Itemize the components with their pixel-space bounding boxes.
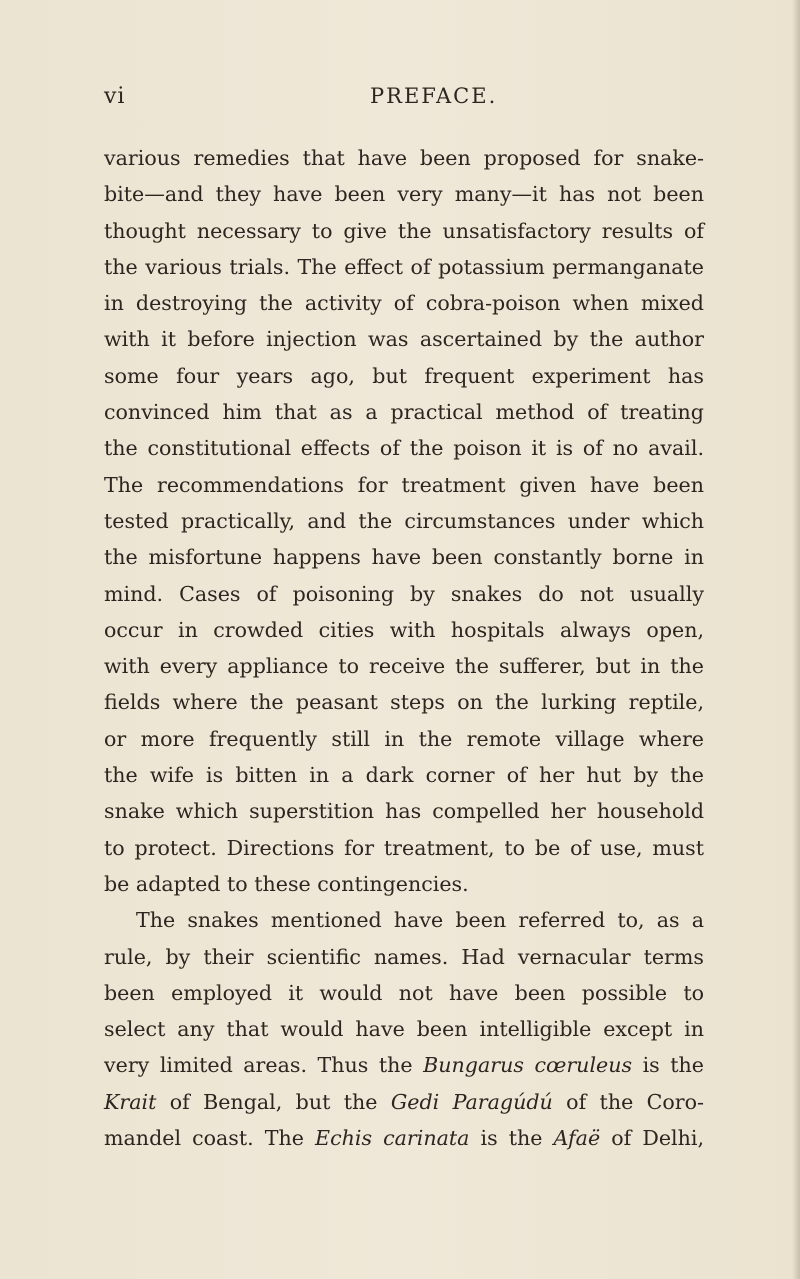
text-run: of the Coro-: [552, 1089, 704, 1114]
page-header: [104, 84, 704, 114]
page-edge-shadow: [792, 0, 800, 1279]
text-run: is the: [632, 1053, 704, 1078]
text-line: be adapted to these contingencies.: [104, 871, 469, 896]
text-line: The snakes mentioned have been referred to, as a: [136, 908, 704, 933]
text-line: bite—and they have been very many—it has not been: [104, 182, 704, 207]
text-line: The recommendations for treatment given have been: [104, 472, 704, 497]
italic-vernacular-name: Afaë: [553, 1126, 601, 1151]
text-line: with it before injection was ascertained by the author: [104, 327, 704, 352]
text-line-with-italics: [104, 1120, 704, 1156]
text-line: occur in crowded cities with hospitals always open,: [104, 617, 704, 642]
text-run: is the: [469, 1126, 554, 1151]
text-run: of Bengal, but the: [156, 1089, 391, 1114]
text-line: the constitutional effects of the poison it is of no avail.: [104, 436, 704, 461]
text-run: very limited areas. Thus the: [104, 1053, 424, 1078]
text-line: some four years ago, but frequent experiment has: [104, 363, 704, 388]
text-line: the misfortune happens have been constantly borne in: [104, 545, 704, 570]
italic-species-name: Echis carinata: [315, 1126, 470, 1151]
italic-vernacular-name: Krait: [104, 1089, 157, 1114]
text-line: with every appliance to receive the sufferer, but in the: [104, 654, 704, 679]
text-line-with-italics: [104, 1084, 704, 1120]
text-line: select any that would have been intelligible except in: [104, 1017, 704, 1042]
body-text: [104, 140, 704, 1156]
text-line: fields where the peasant steps on the lurking reptile,: [104, 690, 704, 715]
running-head: PREFACE.: [370, 84, 498, 108]
text-line: been employed it would not have been possible to: [104, 980, 704, 1005]
text-line: convinced him that as a practical method of treating: [104, 400, 704, 425]
italic-vernacular-name: Gedi Paragúdú: [390, 1089, 553, 1114]
page-number: vi: [104, 84, 126, 109]
text-line: the various trials. The effect of potassium permanganate: [104, 254, 704, 279]
text-line: thought necessary to give the unsatisfactory results of: [104, 218, 704, 243]
text-line: to protect. Directions for treatment, to be of use, must: [104, 835, 704, 860]
text-line-with-italics: [104, 1047, 704, 1083]
text-line: or more frequently still in the remote village where: [104, 726, 704, 751]
text-line: tested practically, and the circumstances under which: [104, 508, 704, 533]
text-line: rule, by their scientific names. Had vernacular terms: [104, 944, 704, 969]
text-line: the wife is bitten in a dark corner of her hut by the: [104, 763, 704, 788]
text-line: in destroying the activity of cobra-poison when mixed: [104, 291, 704, 316]
text-run: of Delhi,: [600, 1126, 705, 1151]
italic-species-name: Bungarus cœruleus: [423, 1053, 633, 1078]
text-line: various remedies that have been proposed for snake-: [104, 146, 704, 170]
text-line: mind. Cases of poisoning by snakes do not usually: [104, 581, 704, 606]
text-run: mandel coast. The: [104, 1126, 316, 1151]
text-line: snake which superstition has compelled her household: [104, 799, 704, 824]
